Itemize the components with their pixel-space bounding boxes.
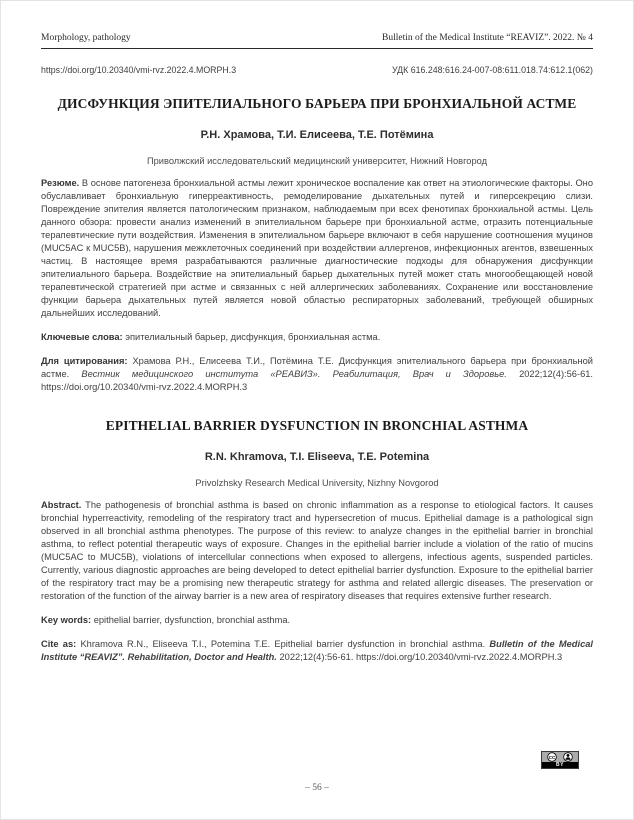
- russian-keywords-label: Ключевые слова:: [41, 332, 123, 343]
- english-keywords: [41, 614, 593, 627]
- russian-abstract-text: В основе патогенеза бронхиальной астмы лежит хроническое воспаление как ответ на этиологические факторы. Оно обуславливает бронхиальную гиперреактивность, ремоделирование дыхательных путей и гиперсекрецию слизи. Повреждение эпителия является патологическим признаком, наблюдаемым при всех фенотипах бронхиальной астмы. Цель данного обзора: провести анализ изменений в эпителиальном барьере при бронхиальной астме, отразить потенциальные терапевтические пути воздействия. Изменения в эпителиальном барьере включают в себя нарушение соотношения муцинов (MUC5AC к MUC5B), нарушения межклеточных соединений при воздействии аллергенов, инфекционных агентов, взвешенных частиц. В настоящее время разрабатываются различные диагностические подходы для обнаружения дисфункции эпителиального барьера. Воздействие на эпителиальный барьер дыхательных путей может стать многообещающей новой терапевтической стратегией при астме и связанных с ней аллергических заболеваниях. Сохранение или восстановление функции барьера дыхательных путей является новой областью респираторных заболеваний, требующей обширных дальнейших исследований.: [41, 178, 593, 319]
- russian-title: ДИСФУНКЦИЯ ЭПИТЕЛИАЛЬНОГО БАРЬЕРА ПРИ БРОНХИАЛЬНОЙ АСТМЕ: [57, 96, 577, 111]
- english-citation-tail: 2022;12(4):56-61. https://doi.org/10.20340/vmi-rvz.2022.4.MORPH.3: [279, 652, 563, 663]
- cc-by-license-badge[interactable]: [541, 751, 579, 769]
- english-keywords-text: epithelial barrier, dysfunction, bronchial asthma.: [93, 615, 291, 626]
- russian-citation-label: Для цитирования:: [41, 356, 128, 367]
- russian-keywords: [41, 331, 593, 344]
- english-citation-journal: Bulletin of the Medical Institute “REAVIZ”. Rehabilitation, Doctor and Health.: [41, 639, 593, 663]
- svg-text:CC: CC: [549, 754, 556, 760]
- person-attribution-icon: [563, 752, 573, 762]
- cc-badge-icons: [542, 752, 578, 762]
- running-head: [41, 33, 593, 43]
- udk-code: УДК 616.248:616.24-007-08:611.018.74:612.1(062): [391, 65, 593, 75]
- english-authors: R.N. Khramova, T.I. Eliseeva, T.E. Potemina: [204, 451, 430, 464]
- english-citation-text: Khramova R.N., Eliseeva T.I., Potemina T.E. Epithelial barrier dysfunction in bronchial asthma.: [80, 639, 486, 650]
- russian-abstract-label: Резюме.: [41, 178, 80, 188]
- article-meta-row: [41, 65, 593, 75]
- english-abstract: [41, 499, 593, 603]
- page-number: – 56 –: [305, 783, 329, 793]
- russian-citation: [41, 355, 593, 394]
- english-title: EPITHELIAL BARRIER DYSFUNCTION IN BRONCHIAL ASTHMA: [105, 418, 529, 434]
- doi-link[interactable]: https://doi.org/10.20340/vmi-rvz.2022.4.MORPH.3: [41, 65, 237, 75]
- russian-citation-journal: Вестник медицинского института «РЕАВИЗ». Реабилитация, Врач и Здоровье.: [81, 369, 507, 380]
- russian-citation-text: Храмова Р.Н., Елисеева Т.И., Потёмина Т.Е. Дисфункция эпителиального барьера при бронхиальной астме.: [41, 356, 594, 380]
- running-head-journal: Bulletin of the Medical Institute “REAVIZ”. 2022. № 4: [382, 33, 593, 43]
- russian-affiliation: Приволжский исследовательский медицинский университет, Нижний Новгород: [146, 156, 488, 166]
- english-affiliation: Privolzhsky Research Medical University, Nizhny Novgorod: [195, 478, 439, 489]
- russian-abstract: [41, 177, 593, 320]
- english-keywords-label: Key words:: [41, 615, 92, 626]
- english-abstract-label: Abstract.: [41, 500, 82, 511]
- cc-icon: [547, 752, 557, 762]
- running-head-section: Morphology, pathology: [41, 33, 131, 43]
- russian-keywords-text: эпителиальный барьер, дисфункция, бронхиальная астма.: [125, 332, 381, 343]
- english-citation: [41, 638, 593, 664]
- russian-authors: Р.Н. Храмова, Т.И. Елисеева, Т.Е. Потёмина: [200, 129, 434, 141]
- russian-citation-tail: 2022;12(4):56-61. https://doi.org/10.20340/vmi-rvz.2022.4.MORPH.3: [41, 369, 593, 393]
- english-abstract-text: The pathogenesis of bronchial asthma is based on chronic inflammation as a response to etiological factors. It causes bronchial hyperreactivity, remodeling of the respiratory tract and hypersecretion of mucus. Epithelial damage is a pathological sign observed in all bronchial asthma phenotypes. The purpose of this review: to analyze changes in the epithelial barrier in bronchial asthma, to reflect potential therapeutic ways of exposure. Changes in the epithelial barrier include a violation of the ratio of mucins (MUC5AC to MUC5B), violations of intercellular connections when exposed to allergens, infectious agents, suspended particles. Currently, various diagnostic approaches are being developed to detect epithelial barrier dysfunction. Exposure to the epithelial barrier of the respiratory tract may be a promising new therapeutic strategy for asthma and related allergic diseases. The preservation or restoration of the function of the airway barrier is a new area of respiratory diseases that requires extensive further research.: [41, 500, 593, 602]
- english-citation-label: Cite as:: [41, 639, 77, 650]
- header-rule: [41, 48, 593, 49]
- cc-badge-by-label: BY: [542, 762, 578, 768]
